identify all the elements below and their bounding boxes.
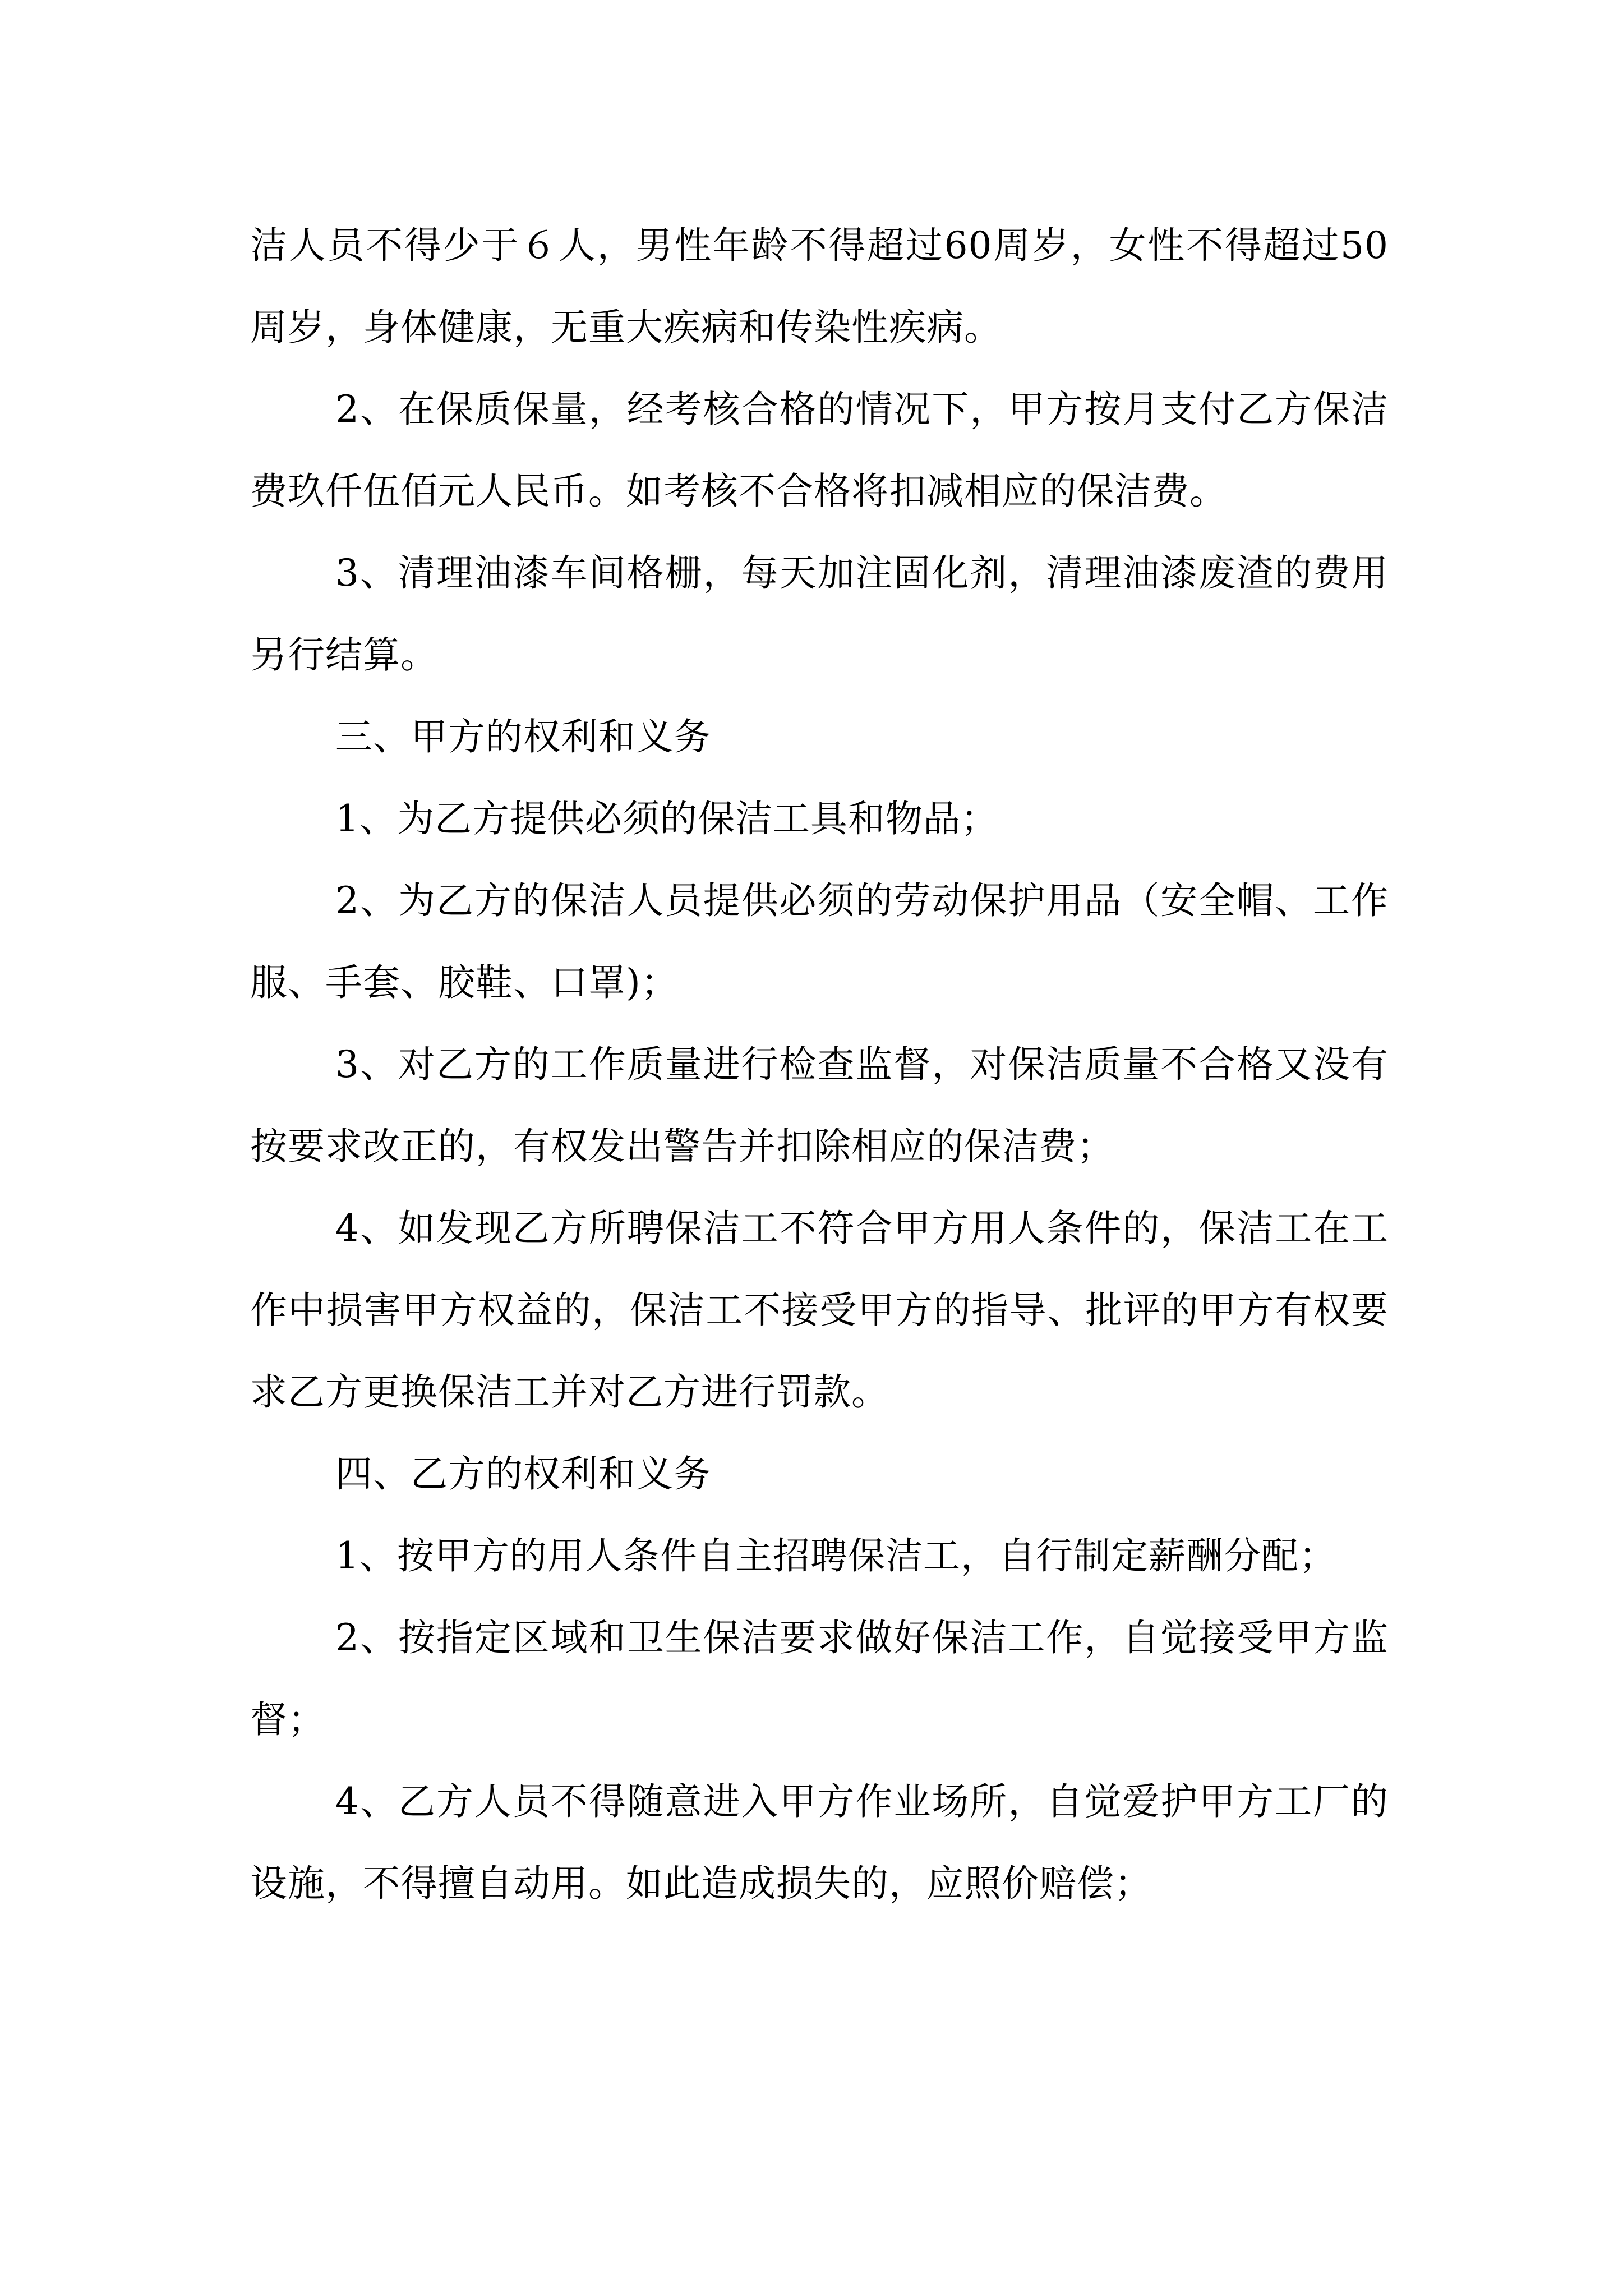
paragraph-paint-grille: 3、清理油漆车间格栅，每天加注固化剂，清理油漆废渣的费用另行结算。 — [250, 551, 1389, 677]
section-heading-party-b: 四、乙方的权利和义务 — [335, 1452, 711, 1496]
paragraph-cleaning-fee: 2、在保质保量，经考核合格的情况下，甲方按月支付乙方保洁费玖仟伍佰元人民币。如考核不合格将扣减相应的保洁费。 — [250, 388, 1389, 513]
paragraph-party-b-facility-care: 4、乙方人员不得随意进入甲方作业场所，自觉爱护甲方工厂的设施，不得擅自动用。如此造成损失的，应照价赔偿； — [250, 1780, 1389, 1905]
paragraph-cleaner-requirements: 洁人员不得少于６人，男性年龄不得超过60周岁，女性不得超过50周岁，身体健康，无重大疾病和传染性疾病。 — [250, 224, 1389, 349]
paragraph-party-a-tools: 1、为乙方提供必须的保洁工具和物品； — [335, 797, 998, 840]
paragraph-party-a-supervision: 3、对乙方的工作质量进行检查监督，对保洁质量不合格又没有按要求改正的，有权发出警告并扣除相应的保洁费； — [250, 1043, 1389, 1168]
paragraph-party-a-replacement: 4、如发现乙方所聘保洁工不符合甲方用人条件的，保洁工在工作中损害甲方权益的，保洁工不接受甲方的指导、批评的甲方有权要求乙方更换保洁工并对乙方进行罚款。 — [250, 1207, 1389, 1414]
paragraph-party-b-recruitment: 1、按甲方的用人条件自主招聘保洁工，自行制定薪酬分配； — [335, 1534, 1336, 1577]
document-body — [250, 205, 1389, 1925]
section-heading-party-a: 三、甲方的权利和义务 — [335, 715, 711, 758]
paragraph-party-a-protective-gear: 2、为乙方的保洁人员提供必须的劳动保护用品（安全帽、工作服、手套、胶鞋、口罩)； — [250, 879, 1389, 1004]
paragraph-party-b-cleaning-duty: 2、按指定区域和卫生保洁要求做好保洁工作，自觉接受甲方监督； — [250, 1616, 1389, 1741]
